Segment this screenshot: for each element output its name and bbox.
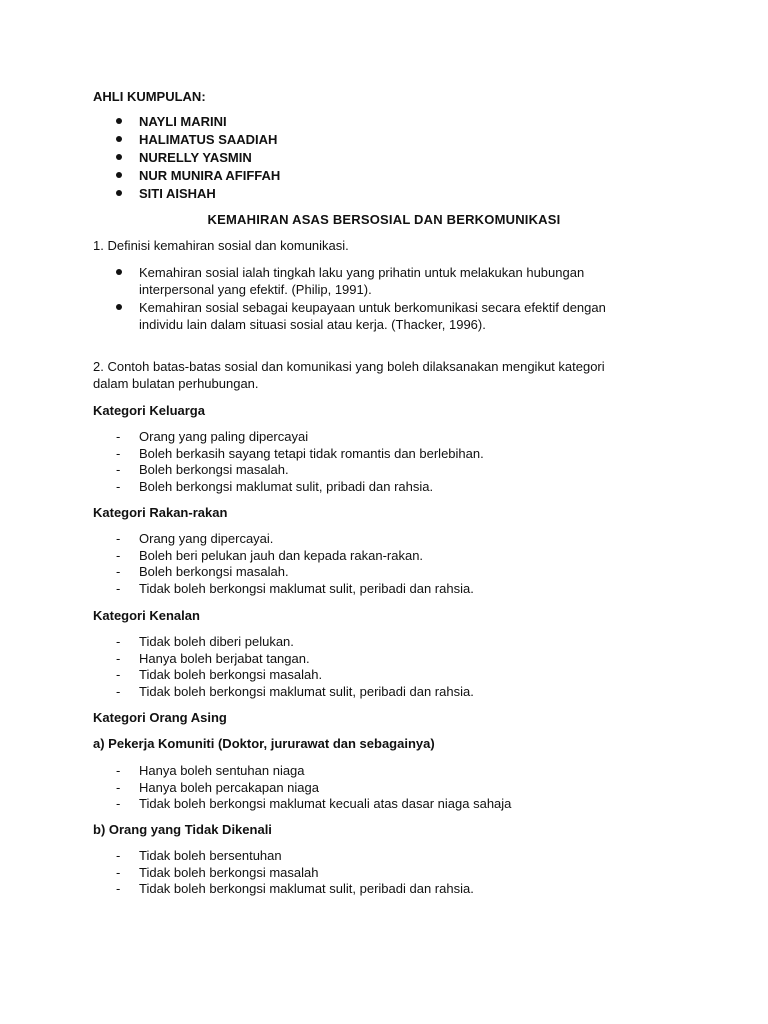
list-item: Orang yang paling dipercayai: [139, 429, 309, 444]
document-title: KEMAHIRAN ASAS BERSOSIAL DAN BERKOMUNIKASI: [207, 212, 561, 227]
dash-icon: -: [116, 651, 121, 666]
list-item: Hanya boleh percakapan niaga: [139, 780, 319, 795]
dash-icon: -: [116, 848, 121, 863]
subcategory-heading: b) Orang yang Tidak Dikenali: [93, 822, 272, 837]
member-name: NAYLI MARINI: [139, 114, 227, 129]
bullet-icon: [116, 118, 122, 124]
list-item: Tidak boleh berkongsi maklumat kecuali atas dasar niaga sahaja: [139, 796, 512, 811]
list-item: Tidak boleh berkongsi masalah.: [139, 667, 323, 682]
member-name: HALIMATUS SAADIAH: [139, 132, 278, 147]
list-item: Orang yang dipercayai.: [139, 531, 274, 546]
dash-icon: -: [116, 684, 121, 699]
dash-icon: -: [116, 581, 121, 596]
subcategory-heading: a) Pekerja Komuniti (Doktor, jururawat dan sebagainya): [93, 736, 435, 751]
dash-icon: -: [116, 865, 121, 880]
bullet-icon: [116, 154, 122, 160]
section2-heading: 2. Contoh batas-batas sosial dan komunikasi yang boleh dilaksanakan mengikut kategori: [93, 359, 605, 374]
bullet-icon: [116, 172, 122, 178]
member-name: NURELLY YASMIN: [139, 150, 252, 165]
list-item: Tidak boleh berkongsi maklumat sulit, peribadi dan rahsia.: [139, 881, 474, 896]
dash-icon: -: [116, 796, 121, 811]
list-item: Boleh berkasih sayang tetapi tidak romantis dan berlebihan.: [139, 446, 484, 461]
category-heading: Kategori Rakan-rakan: [93, 505, 228, 520]
member-name: NUR MUNIRA AFIFFAH: [139, 168, 281, 183]
section2-heading: dalam bulatan perhubungan.: [93, 376, 259, 391]
list-item: Tidak boleh bersentuhan: [139, 848, 282, 863]
dash-icon: -: [116, 548, 121, 563]
list-item: Tidak boleh berkongsi maklumat sulit, peribadi dan rahsia.: [139, 684, 474, 699]
dash-icon: -: [116, 667, 121, 682]
bullet-icon: [116, 136, 122, 142]
definition-line: Kemahiran sosial sebagai keupayaan untuk berkomunikasi secara efektif dengan: [139, 300, 606, 315]
member-name: SITI AISHAH: [139, 186, 216, 201]
definition-line: individu lain dalam situasi sosial atau kerja. (Thacker, 1996).: [139, 317, 486, 332]
category-heading: Kategori Orang Asing: [93, 710, 227, 725]
dash-icon: -: [116, 881, 121, 896]
section1-heading: 1. Definisi kemahiran sosial dan komunikasi.: [93, 238, 349, 253]
dash-icon: -: [116, 564, 121, 579]
list-item: Tidak boleh berkongsi masalah: [139, 865, 319, 880]
dash-icon: -: [116, 479, 121, 494]
bullet-icon: [116, 304, 122, 310]
list-item: Boleh berkongsi masalah.: [139, 564, 289, 579]
list-item: Boleh beri pelukan jauh dan kepada rakan-rakan.: [139, 548, 424, 563]
list-item: Tidak boleh berkongsi maklumat sulit, peribadi dan rahsia.: [139, 581, 474, 596]
definition-line: Kemahiran sosial ialah tingkah laku yang prihatin untuk melakukan hubungan: [139, 265, 585, 280]
dash-icon: -: [116, 763, 121, 778]
list-item: Hanya boleh sentuhan niaga: [139, 763, 305, 778]
category-heading: Kategori Kenalan: [93, 608, 200, 623]
dash-icon: -: [116, 780, 121, 795]
members-heading: AHLI KUMPULAN:: [93, 89, 206, 104]
dash-icon: -: [116, 446, 121, 461]
list-item: Tidak boleh diberi pelukan.: [139, 634, 294, 649]
dash-icon: -: [116, 429, 121, 444]
list-item: Boleh berkongsi maklumat sulit, pribadi dan rahsia.: [139, 479, 434, 494]
bullet-icon: [116, 269, 122, 275]
bullet-icon: [116, 190, 122, 196]
definition-line: interpersonal yang efektif. (Philip, 1991).: [139, 282, 372, 297]
list-item: Hanya boleh berjabat tangan.: [139, 651, 310, 666]
category-heading: Kategori Keluarga: [93, 403, 205, 418]
dash-icon: -: [116, 634, 121, 649]
list-item: Boleh berkongsi masalah.: [139, 462, 289, 477]
dash-icon: -: [116, 462, 121, 477]
dash-icon: -: [116, 531, 121, 546]
